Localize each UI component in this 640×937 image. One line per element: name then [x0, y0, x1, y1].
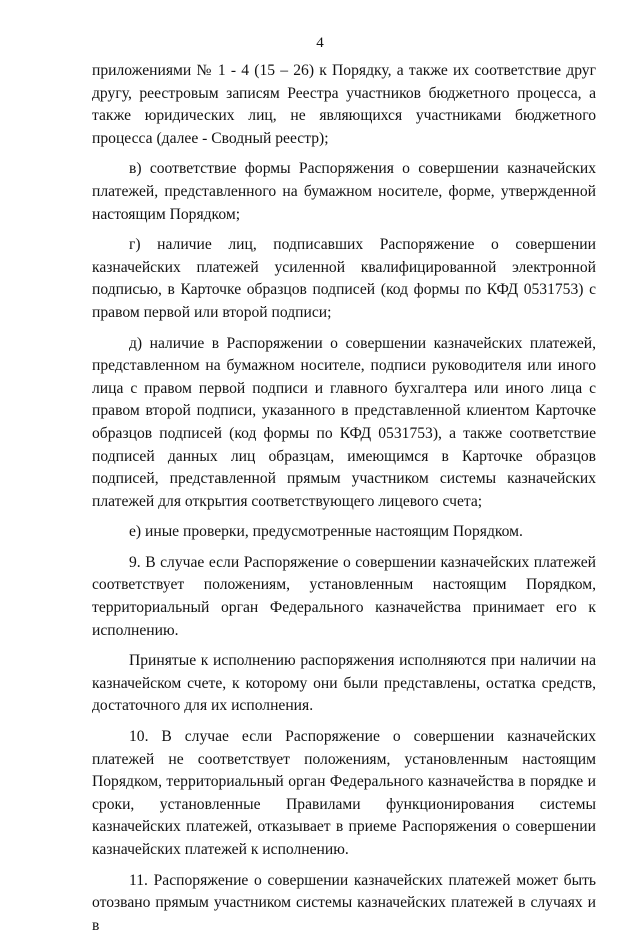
paragraph-item-v: в) соответствие формы Распоряжения о совершении казначейских платежей, представленного на бумажном носителе, форме, утвержденной настоящим Порядком;: [92, 160, 596, 223]
page-number: 4: [316, 35, 324, 51]
paragraph-item-d: д) наличие в Распоряжении о совершении казначейских платежей, представленном на бумажном носителе, подписи руководителя или иного лица с правом первой подписи и главного бухгалтера или иного лица с правом второй подписи, указанного в представленной клиентом Карточке образцов подписей (код формы по КФД 0531753), а также соответствие подписей данных лиц образцам, имеющимся в Карточке образцов подписей, представленной прямым участником системы казначейских платежей для открытия соответствующего лицевого счета;: [92, 334, 596, 510]
paragraph-accepted-orders: Принятые к исполнению распоряжения исполняются при наличии на казначейском счете, к которому они были представлены, остатка средств, достаточного для их исполнения.: [92, 652, 596, 715]
paragraph-item-e: е) иные проверки, предусмотренные настоящим Порядком.: [129, 523, 523, 541]
document-body: [92, 60, 596, 937]
paragraph-clause-9: 9. В случае если Распоряжение о совершении казначейских платежей соответствует положениям, установленным настоящим Порядком, территориальный орган Федерального казначейства принимает его к исполнению.: [92, 553, 596, 639]
paragraph-continuation: приложениями № 1 - 4 (15 – 26) к Порядку, а также их соответствие друг другу, реестровым записям Реестра участников бюджетного процесса, а также юридических лиц, не являющихся участниками бюджетного процесса (далее - Сводный реестр);: [92, 62, 596, 147]
paragraph-item-g: г) наличие лиц, подписавших Распоряжение о совершении казначейских платежей усиленной квалифицированной электронной подписью, в Карточке образцов подписей (код формы по КФД 0531753) с правом первой или второй подписи;: [92, 236, 596, 321]
paragraph-clause-10: 10. В случае если Распоряжение о совершении казначейских платежей не соответствует положениям, установленным настоящим Порядком, территориальный орган Федерального казначейства в порядке и сроки, установленные Правилами функционирования системы казначейских платежей, отказывает в приеме Распоряжения о совершении казначейских платежей к исполнению.: [92, 728, 596, 858]
paragraph-clause-11: 11. Распоряжение о совершении казначейских платежей может быть отозвано прямым участником системы казначейских платежей в случаях и в: [92, 871, 596, 934]
